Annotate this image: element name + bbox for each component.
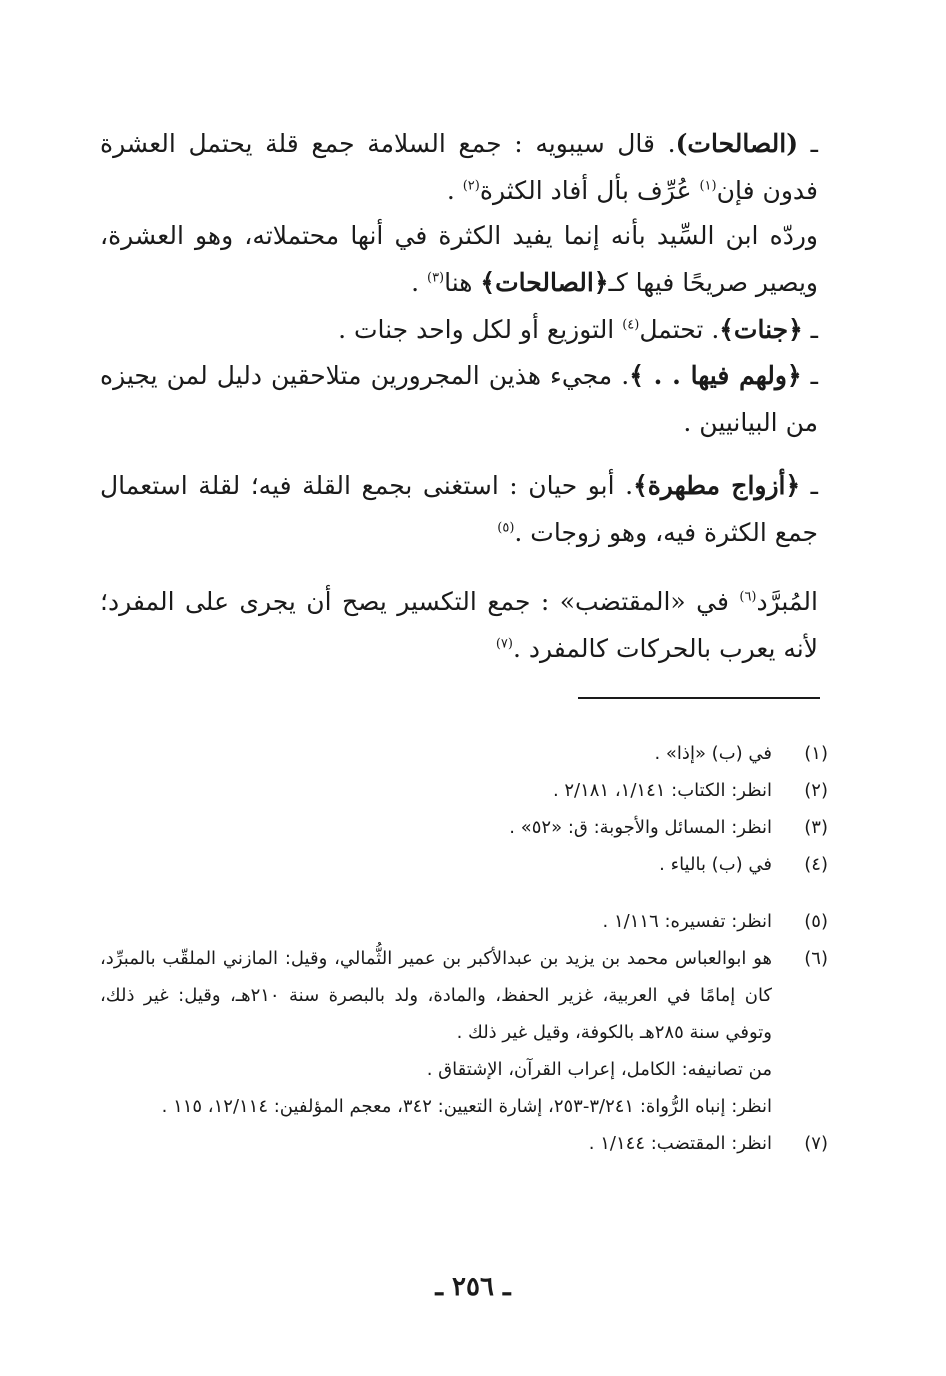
paragraph-text: هنا (444, 268, 481, 297)
paragraph-jannat (100, 306, 818, 353)
paragraph-text: . تحتمل (639, 315, 720, 344)
paragraph-wa-lahum-fiha (100, 352, 818, 446)
paragraph-text: . قال سيبويه : جمع السلامة جمع قلة يحتمل العشرة فدون فإن (100, 129, 818, 205)
footnote-4 (100, 846, 828, 883)
paragraph-text: . (446, 176, 463, 205)
footnote-number: (٧) (804, 1133, 828, 1154)
footnote-text: انظر: المسائل والأجوبة: ق: «٥٢» . (509, 817, 772, 838)
paragraph-al-mubarrad (100, 578, 818, 672)
footnote-text: في (ب) بالياء . (659, 854, 772, 875)
footnote-number: (٢) (804, 780, 828, 801)
footnote-text: انظر: تفسيره: ١/١١٦ . (602, 911, 772, 932)
term-wa-lahum-fiha: ﴿ولهم فيها . . ﴾ (629, 361, 802, 390)
paragraph-ibn-al-sid (100, 212, 818, 306)
paragraph-text: . أبو حيان : استغنى بجمع القلة فيه؛ لقلة استعمال جمع الكثرة فيه، وهو زوجات . (100, 471, 818, 547)
footnote-marker-4[interactable]: (٤) (622, 317, 640, 333)
footnote-text: انظر: المقتضب: ١/١٤٤ . (588, 1133, 772, 1154)
paragraph-text: . مجيء هذين المجرورين متلاحقين دليل لمن يجيزه من البيانيين . (100, 361, 818, 437)
paragraph-text: . (411, 268, 427, 297)
dash-marker: ـ (800, 471, 818, 500)
footnote-marker-6[interactable]: (٦) (739, 589, 757, 605)
footnote-marker-1[interactable]: (١) (699, 178, 717, 194)
paragraph-text: المُبرَّد (756, 587, 818, 616)
footnote-marker-2[interactable]: (٢) (462, 178, 480, 194)
footnote-text: من تصانيفه: الكامل، إعراب القرآن، الإشتقاق . (426, 1059, 772, 1080)
term-jannat: ﴿جنات﴾ (719, 315, 803, 344)
paragraph-azwaj-mutahhara (100, 462, 818, 556)
paragraph-text: وردّه ابن السِّيد بأنه إنما يفيد الكثرة في أنها محتملاته، وهو العشرة، ويصير صريحًا فيها كـ (100, 221, 818, 297)
dash-marker: ـ (802, 315, 818, 344)
footnote-marker-7[interactable]: (٧) (495, 636, 513, 652)
paragraph-text: في «المقتضب» : جمع التكسير يصح أن يجرى على المفرد؛ لأنه يعرب بالحركات كالمفرد . (100, 587, 818, 663)
footnote-1 (100, 735, 828, 772)
term-salihat: (الصالحات) (675, 129, 799, 158)
dash-marker: ـ (798, 129, 818, 158)
paragraph-text: التوزيع أو لكل واحد جنات . (338, 315, 623, 344)
term-salihat-quran: ﴿الصالحات﴾ (480, 268, 609, 297)
footnote-text: هو ابوالعباس محمد بن يزيد بن عبدالأكبر بن عمير الثُّمالي، وقيل: المازني الملقّب بالمبرِّد، كان إمامًا في العربية، غزير الحفظ، والمادة، ولد بالبصرة سنة ٢١٠هـ، وقيل: غير ذلك، وتوفي سنة ٢٨٥هـ بالكوفة، وقيل غير ذلك . (100, 948, 772, 1043)
footnote-number: (٥) (804, 911, 828, 932)
paragraph-text: عُرِّف بأل أفاد الكثرة (479, 176, 700, 205)
footnotes-section (100, 735, 828, 1162)
footnote-7 (100, 1125, 828, 1162)
footnote-separator (578, 697, 820, 699)
footnote-number: (٣) (804, 817, 828, 838)
footnote-marker-3[interactable]: (٣) (426, 270, 445, 286)
footnote-2 (100, 772, 828, 809)
footnote-6 (100, 940, 828, 1125)
footnote-number: (١) (804, 743, 828, 764)
footnote-text: انظر: الكتاب: ١/١٤١، ٢/١٨١ . (552, 780, 772, 801)
footnote-marker-5[interactable]: (٥) (497, 520, 515, 536)
term-azwaj-mutahhara: ﴿أزواج مطهرة﴾ (633, 471, 801, 500)
footnote-text: في (ب) «إذا» . (654, 743, 772, 764)
paragraph-salihat-sibawayh (100, 120, 818, 214)
footnote-5 (100, 903, 828, 940)
footnote-number: (٤) (804, 854, 828, 875)
page-number: ـ ٢٥٦ ـ (435, 1272, 511, 1302)
dash-marker: ـ (801, 361, 818, 390)
footnote-number: (٦) (804, 948, 828, 969)
footnote-text: انظر: إنباه الرُّواة: ٣/٢٤١-٢٥٣، إشارة التعيين: ٣٤٢، معجم المؤلفين: ١٢/١١٤، ١١٥ . (161, 1096, 772, 1117)
footnote-3 (100, 809, 828, 846)
